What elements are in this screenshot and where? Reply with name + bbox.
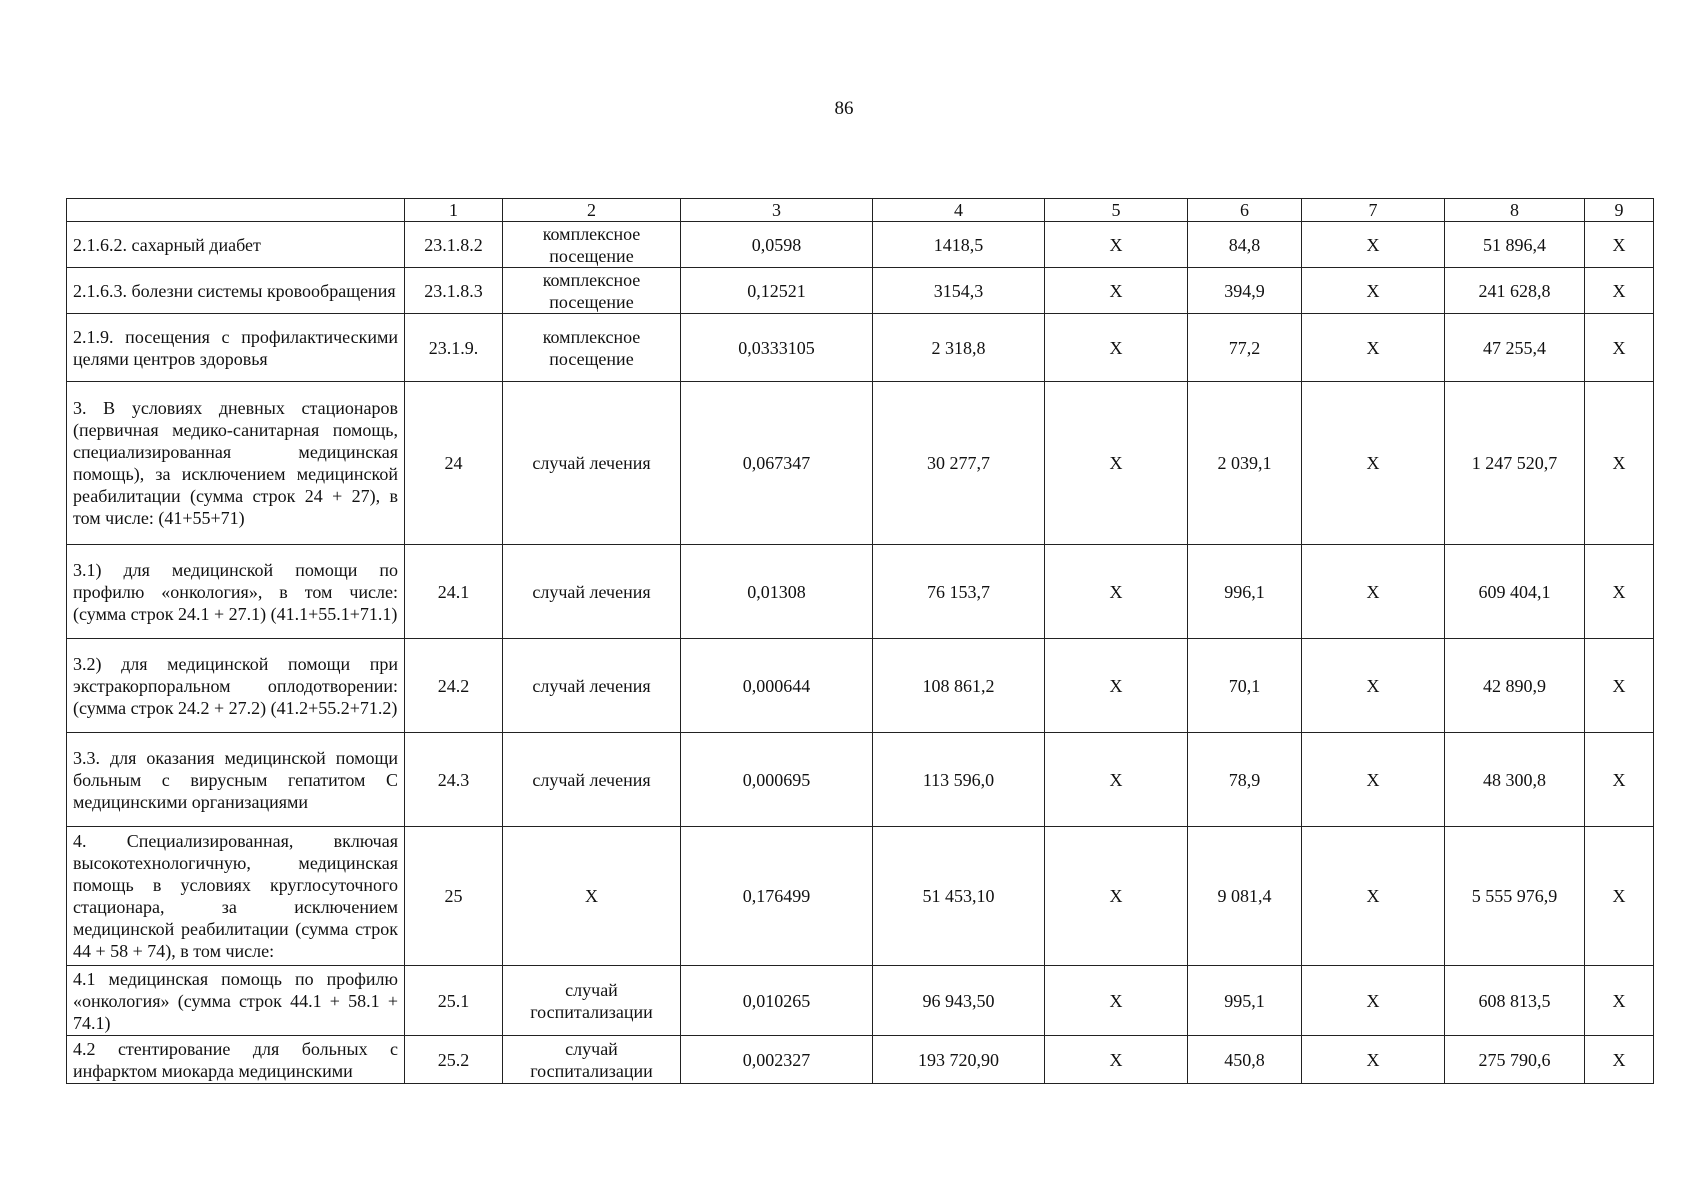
col5-cell: Х xyxy=(1045,382,1188,545)
col6-cell: 2 039,1 xyxy=(1188,382,1302,545)
row-name-cell: 3. В условиях дневных стационаров (первичная медико-санитарная помощь, специализированная медицинская помощь), за исключением медицинской реабилитации (сумма строк 24 + 27), в том числе: (41+55+71) xyxy=(67,382,405,545)
col7-cell: Х xyxy=(1302,222,1445,268)
row-code-cell: 23.1.8.2 xyxy=(405,222,503,268)
data-table xyxy=(66,198,1654,1084)
table-row xyxy=(67,827,1654,966)
header-cell: 9 xyxy=(1585,199,1654,222)
col8-cell: 48 300,8 xyxy=(1445,733,1585,827)
col3-cell: 0,000695 xyxy=(681,733,873,827)
table-row xyxy=(67,545,1654,639)
row-name-cell: 3.2) для медицинской помощи при экстракорпоральном оплодотворении: (сумма строк 24.2 + 27.2) (41.2+55.2+71.2) xyxy=(67,639,405,733)
col7-cell: Х xyxy=(1302,545,1445,639)
col8-cell: 275 790,6 xyxy=(1445,1036,1585,1084)
col7-cell: Х xyxy=(1302,382,1445,545)
row-unit-cell: комплексное посещение xyxy=(503,222,681,268)
col3-cell: 0,0333105 xyxy=(681,314,873,382)
col7-cell: Х xyxy=(1302,1036,1445,1084)
col4-cell: 113 596,0 xyxy=(873,733,1045,827)
col4-cell: 30 277,7 xyxy=(873,382,1045,545)
col4-cell: 1418,5 xyxy=(873,222,1045,268)
col4-cell: 3154,3 xyxy=(873,268,1045,314)
table-row xyxy=(67,639,1654,733)
header-cell xyxy=(67,199,405,222)
col3-cell: 0,000644 xyxy=(681,639,873,733)
col4-cell: 51 453,10 xyxy=(873,827,1045,966)
row-unit-cell: случай лечения xyxy=(503,639,681,733)
col8-cell: 1 247 520,7 xyxy=(1445,382,1585,545)
col8-cell: 609 404,1 xyxy=(1445,545,1585,639)
header-cell: 3 xyxy=(681,199,873,222)
col3-cell: 0,01308 xyxy=(681,545,873,639)
col6-cell: 77,2 xyxy=(1188,314,1302,382)
col9-cell: Х xyxy=(1585,314,1654,382)
row-code-cell: 25.2 xyxy=(405,1036,503,1084)
col4-cell: 96 943,50 xyxy=(873,966,1045,1036)
row-code-cell: 24.2 xyxy=(405,639,503,733)
col9-cell: Х xyxy=(1585,545,1654,639)
col5-cell: Х xyxy=(1045,639,1188,733)
header-cell: 8 xyxy=(1445,199,1585,222)
col4-cell: 108 861,2 xyxy=(873,639,1045,733)
col9-cell: Х xyxy=(1585,268,1654,314)
col9-cell: Х xyxy=(1585,222,1654,268)
header-cell: 7 xyxy=(1302,199,1445,222)
col5-cell: Х xyxy=(1045,545,1188,639)
col7-cell: Х xyxy=(1302,827,1445,966)
col8-cell: 5 555 976,9 xyxy=(1445,827,1585,966)
col5-cell: Х xyxy=(1045,827,1188,966)
row-code-cell: 25.1 xyxy=(405,966,503,1036)
row-unit-cell: случай лечения xyxy=(503,733,681,827)
col8-cell: 51 896,4 xyxy=(1445,222,1585,268)
row-name-cell: 2.1.9. посещения с профилактическими целями центров здоровья xyxy=(67,314,405,382)
row-unit-cell: случай госпитализации xyxy=(503,1036,681,1084)
table-row xyxy=(67,382,1654,545)
table-row xyxy=(67,966,1654,1036)
col4-cell: 2 318,8 xyxy=(873,314,1045,382)
col3-cell: 0,010265 xyxy=(681,966,873,1036)
col9-cell: Х xyxy=(1585,639,1654,733)
col6-cell: 9 081,4 xyxy=(1188,827,1302,966)
header-cell: 4 xyxy=(873,199,1045,222)
col9-cell: Х xyxy=(1585,1036,1654,1084)
row-name-cell: 4. Специализированная, включая высокотехнологичную, медицинская помощь в условиях круглосуточного стационара, за исключением медицинской реабилитации (сумма строк 44 + 58 + 74), в том числе: xyxy=(67,827,405,966)
row-name-cell: 3.3. для оказания медицинской помощи больным с вирусным гепатитом С медицинскими организациями xyxy=(67,733,405,827)
row-unit-cell: Х xyxy=(503,827,681,966)
header-cell: 6 xyxy=(1188,199,1302,222)
col8-cell: 608 813,5 xyxy=(1445,966,1585,1036)
col9-cell: Х xyxy=(1585,827,1654,966)
col6-cell: 84,8 xyxy=(1188,222,1302,268)
row-name-cell: 4.1 медицинская помощь по профилю «онкология» (сумма строк 44.1 + 58.1 + 74.1) xyxy=(67,966,405,1036)
table-row xyxy=(67,733,1654,827)
col7-cell: Х xyxy=(1302,639,1445,733)
row-code-cell: 24.3 xyxy=(405,733,503,827)
col7-cell: Х xyxy=(1302,966,1445,1036)
row-name-cell: 4.2 стентирование для больных с инфарктом миокарда медицинскими xyxy=(67,1036,405,1084)
row-code-cell: 23.1.8.3 xyxy=(405,268,503,314)
col6-cell: 394,9 xyxy=(1188,268,1302,314)
col3-cell: 0,002327 xyxy=(681,1036,873,1084)
col5-cell: Х xyxy=(1045,222,1188,268)
col9-cell: Х xyxy=(1585,382,1654,545)
col3-cell: 0,12521 xyxy=(681,268,873,314)
table-row xyxy=(67,314,1654,382)
col6-cell: 995,1 xyxy=(1188,966,1302,1036)
col7-cell: Х xyxy=(1302,733,1445,827)
page-number: 86 xyxy=(834,98,854,119)
row-code-cell: 25 xyxy=(405,827,503,966)
col5-cell: Х xyxy=(1045,314,1188,382)
col3-cell: 0,0598 xyxy=(681,222,873,268)
header-cell: 5 xyxy=(1045,199,1188,222)
col9-cell: Х xyxy=(1585,733,1654,827)
col3-cell: 0,067347 xyxy=(681,382,873,545)
row-code-cell: 23.1.9. xyxy=(405,314,503,382)
col7-cell: Х xyxy=(1302,268,1445,314)
col5-cell: Х xyxy=(1045,268,1188,314)
col5-cell: Х xyxy=(1045,966,1188,1036)
header-cell: 2 xyxy=(503,199,681,222)
row-name-cell: 2.1.6.3. болезни системы кровообращения xyxy=(67,268,405,314)
col4-cell: 193 720,90 xyxy=(873,1036,1045,1084)
col8-cell: 47 255,4 xyxy=(1445,314,1585,382)
row-code-cell: 24 xyxy=(405,382,503,545)
col4-cell: 76 153,7 xyxy=(873,545,1045,639)
col8-cell: 241 628,8 xyxy=(1445,268,1585,314)
row-unit-cell: комплексное посещение xyxy=(503,314,681,382)
table-header-row xyxy=(67,199,1654,222)
row-name-cell: 2.1.6.2. сахарный диабет xyxy=(67,222,405,268)
row-code-cell: 24.1 xyxy=(405,545,503,639)
col5-cell: Х xyxy=(1045,1036,1188,1084)
col6-cell: 996,1 xyxy=(1188,545,1302,639)
col6-cell: 78,9 xyxy=(1188,733,1302,827)
table-row xyxy=(67,268,1654,314)
col7-cell: Х xyxy=(1302,314,1445,382)
row-unit-cell: случай лечения xyxy=(503,382,681,545)
col5-cell: Х xyxy=(1045,733,1188,827)
header-cell: 1 xyxy=(405,199,503,222)
row-unit-cell: случай лечения xyxy=(503,545,681,639)
table-row xyxy=(67,1036,1654,1084)
col3-cell: 0,176499 xyxy=(681,827,873,966)
col8-cell: 42 890,9 xyxy=(1445,639,1585,733)
table-row xyxy=(67,222,1654,268)
row-name-cell: 3.1) для медицинской помощи по профилю «онкология», в том числе: (сумма строк 24.1 + 27.1) (41.1+55.1+71.1) xyxy=(67,545,405,639)
row-unit-cell: случай госпитализации xyxy=(503,966,681,1036)
col6-cell: 450,8 xyxy=(1188,1036,1302,1084)
col9-cell: Х xyxy=(1585,966,1654,1036)
col6-cell: 70,1 xyxy=(1188,639,1302,733)
row-unit-cell: комплексное посещение xyxy=(503,268,681,314)
